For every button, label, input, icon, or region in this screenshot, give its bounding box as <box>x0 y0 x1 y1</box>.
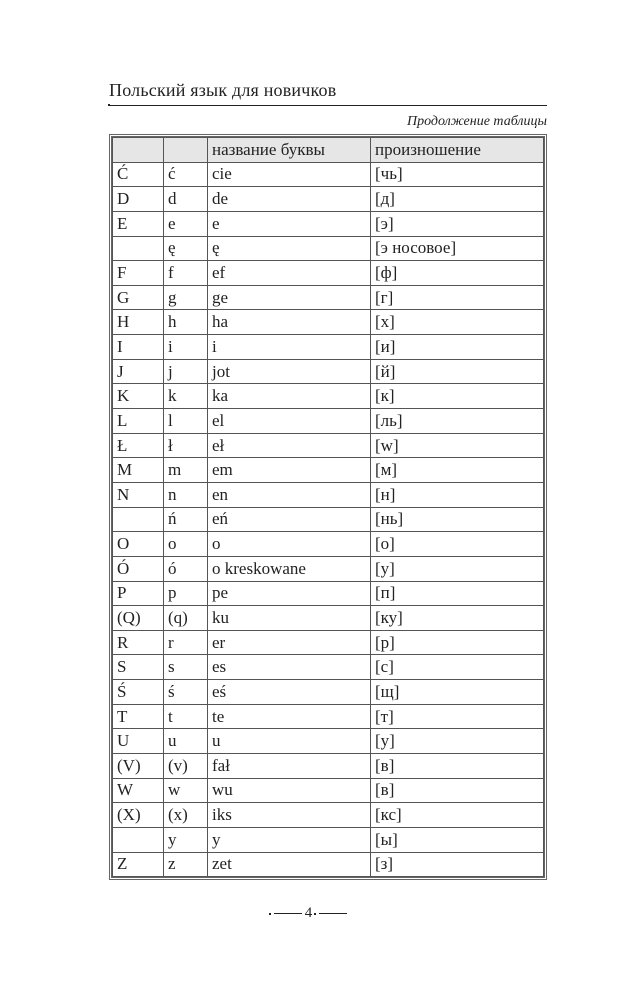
lowercase-cell: p <box>164 581 208 606</box>
table-row <box>113 556 544 581</box>
lowercase-cell: s <box>164 655 208 680</box>
letter-name-cell: zet <box>208 852 371 877</box>
letter-name-cell: eń <box>208 507 371 532</box>
pronunciation-cell: [д] <box>371 187 544 212</box>
letter-name-cell: ge <box>208 285 371 310</box>
letter-name-cell: o kreskowane <box>208 556 371 581</box>
pronunciation-cell: [к] <box>371 384 544 409</box>
letter-name-cell: wu <box>208 778 371 803</box>
letter-name-cell: ę <box>208 236 371 261</box>
letter-name-cell: cie <box>208 162 371 187</box>
lowercase-cell: m <box>164 458 208 483</box>
continuation-note: Продолжение таблицы <box>406 114 547 129</box>
letter-name-cell: eś <box>208 680 371 705</box>
letter-name-cell: jot <box>208 359 371 384</box>
lowercase-cell: l <box>164 409 208 434</box>
table-row <box>113 482 544 507</box>
footer-dot <box>269 913 271 915</box>
letter-name-cell: te <box>208 704 371 729</box>
table-row <box>113 236 544 261</box>
table-row <box>113 211 544 236</box>
lowercase-cell: h <box>164 310 208 335</box>
pronunciation-cell: [у] <box>371 556 544 581</box>
table-row <box>113 778 544 803</box>
alphabet-table-frame <box>109 134 547 880</box>
uppercase-cell <box>113 236 164 261</box>
footer-dot <box>314 913 316 915</box>
lowercase-cell: ć <box>164 162 208 187</box>
letter-name-cell: u <box>208 729 371 754</box>
lowercase-cell: ń <box>164 507 208 532</box>
uppercase-cell: Z <box>113 852 164 877</box>
letter-name-cell: el <box>208 409 371 434</box>
pronunciation-cell: [х] <box>371 310 544 335</box>
uppercase-cell: Ł <box>113 433 164 458</box>
lowercase-cell: ś <box>164 680 208 705</box>
table-row <box>113 335 544 360</box>
uppercase-cell: F <box>113 261 164 286</box>
table-header-row <box>113 138 544 163</box>
uppercase-cell: (Q) <box>113 606 164 631</box>
uppercase-cell: W <box>113 778 164 803</box>
footer-rule <box>274 913 302 914</box>
lowercase-cell: t <box>164 704 208 729</box>
letter-name-cell: em <box>208 458 371 483</box>
table-row <box>113 680 544 705</box>
lowercase-cell: z <box>164 852 208 877</box>
table-row <box>113 409 544 434</box>
pronunciation-cell: [т] <box>371 704 544 729</box>
pronunciation-cell: [с] <box>371 655 544 680</box>
table-row <box>113 433 544 458</box>
letter-name-cell: o <box>208 532 371 557</box>
uppercase-cell: T <box>113 704 164 729</box>
table-row <box>113 187 544 212</box>
uppercase-cell: E <box>113 211 164 236</box>
table-row <box>113 162 544 187</box>
header-cell-letter-name: название буквы <box>208 138 371 163</box>
table-row <box>113 852 544 877</box>
pronunciation-cell: [в] <box>371 754 544 779</box>
uppercase-cell: P <box>113 581 164 606</box>
uppercase-cell: J <box>113 359 164 384</box>
letter-name-cell: e <box>208 211 371 236</box>
uppercase-cell: (X) <box>113 803 164 828</box>
uppercase-cell: R <box>113 630 164 655</box>
table-row <box>113 581 544 606</box>
uppercase-cell: L <box>113 409 164 434</box>
pronunciation-cell: [й] <box>371 359 544 384</box>
uppercase-cell: (V) <box>113 754 164 779</box>
pronunciation-cell: [у] <box>371 729 544 754</box>
pronunciation-cell: [п] <box>371 581 544 606</box>
pronunciation-cell: [н] <box>371 482 544 507</box>
letter-name-cell: eł <box>208 433 371 458</box>
pronunciation-cell: [о] <box>371 532 544 557</box>
table-row <box>113 827 544 852</box>
pronunciation-cell: [и] <box>371 335 544 360</box>
pronunciation-cell: [кс] <box>371 803 544 828</box>
table-row <box>113 606 544 631</box>
pronunciation-cell: [в] <box>371 778 544 803</box>
uppercase-cell: H <box>113 310 164 335</box>
uppercase-cell: M <box>113 458 164 483</box>
pronunciation-cell: [щ] <box>371 680 544 705</box>
letter-name-cell: iks <box>208 803 371 828</box>
letter-name-cell: ef <box>208 261 371 286</box>
table-row <box>113 458 544 483</box>
uppercase-cell <box>113 507 164 532</box>
pronunciation-cell: [нь] <box>371 507 544 532</box>
page-number: 4 <box>304 905 313 921</box>
table-row <box>113 630 544 655</box>
header-cell-pronunciation: произношение <box>371 138 544 163</box>
header-cell <box>113 138 164 163</box>
letter-name-cell: i <box>208 335 371 360</box>
pronunciation-cell: [ф] <box>371 261 544 286</box>
pronunciation-cell: [э носовое] <box>371 236 544 261</box>
lowercase-cell: i <box>164 335 208 360</box>
table-row <box>113 507 544 532</box>
lowercase-cell: k <box>164 384 208 409</box>
footer-rule <box>319 913 347 914</box>
table-row <box>113 532 544 557</box>
running-head: Польский язык для новичков <box>109 80 337 100</box>
uppercase-cell: O <box>113 532 164 557</box>
uppercase-cell: D <box>113 187 164 212</box>
pronunciation-cell: [ку] <box>371 606 544 631</box>
letter-name-cell: de <box>208 187 371 212</box>
lowercase-cell: (v) <box>164 754 208 779</box>
table-row <box>113 803 544 828</box>
pronunciation-cell: [чь] <box>371 162 544 187</box>
header-cell <box>164 138 208 163</box>
lowercase-cell: ł <box>164 433 208 458</box>
lowercase-cell: w <box>164 778 208 803</box>
letter-name-cell: en <box>208 482 371 507</box>
lowercase-cell: ó <box>164 556 208 581</box>
table-row <box>113 261 544 286</box>
uppercase-cell: U <box>113 729 164 754</box>
uppercase-cell: Ó <box>113 556 164 581</box>
pronunciation-cell: [р] <box>371 630 544 655</box>
pronunciation-cell: [г] <box>371 285 544 310</box>
table-row <box>113 704 544 729</box>
pronunciation-cell: [ы] <box>371 827 544 852</box>
uppercase-cell: G <box>113 285 164 310</box>
lowercase-cell: (x) <box>164 803 208 828</box>
pronunciation-cell: [ль] <box>371 409 544 434</box>
table-row <box>113 359 544 384</box>
pronunciation-cell: [з] <box>371 852 544 877</box>
letter-name-cell: pe <box>208 581 371 606</box>
letter-name-cell: ku <box>208 606 371 631</box>
pronunciation-cell: [w] <box>371 433 544 458</box>
head-rule <box>109 105 547 106</box>
lowercase-cell: g <box>164 285 208 310</box>
uppercase-cell: I <box>113 335 164 360</box>
page-footer <box>0 905 619 922</box>
uppercase-cell: S <box>113 655 164 680</box>
lowercase-cell: u <box>164 729 208 754</box>
table-row <box>113 754 544 779</box>
letter-name-cell: ha <box>208 310 371 335</box>
letter-name-cell: fał <box>208 754 371 779</box>
uppercase-cell: N <box>113 482 164 507</box>
table-row <box>113 285 544 310</box>
lowercase-cell: n <box>164 482 208 507</box>
letter-name-cell: y <box>208 827 371 852</box>
lowercase-cell: r <box>164 630 208 655</box>
letter-name-cell: es <box>208 655 371 680</box>
lowercase-cell: f <box>164 261 208 286</box>
lowercase-cell: (q) <box>164 606 208 631</box>
uppercase-cell: Ś <box>113 680 164 705</box>
table-row <box>113 384 544 409</box>
pronunciation-cell: [э] <box>371 211 544 236</box>
letter-name-cell: ka <box>208 384 371 409</box>
lowercase-cell: e <box>164 211 208 236</box>
alphabet-table <box>112 137 544 877</box>
lowercase-cell: y <box>164 827 208 852</box>
table-row <box>113 729 544 754</box>
uppercase-cell: K <box>113 384 164 409</box>
lowercase-cell: ę <box>164 236 208 261</box>
lowercase-cell: o <box>164 532 208 557</box>
lowercase-cell: j <box>164 359 208 384</box>
uppercase-cell <box>113 827 164 852</box>
table-row <box>113 310 544 335</box>
lowercase-cell: d <box>164 187 208 212</box>
letter-name-cell: er <box>208 630 371 655</box>
uppercase-cell: Ć <box>113 162 164 187</box>
pronunciation-cell: [м] <box>371 458 544 483</box>
table-row <box>113 655 544 680</box>
